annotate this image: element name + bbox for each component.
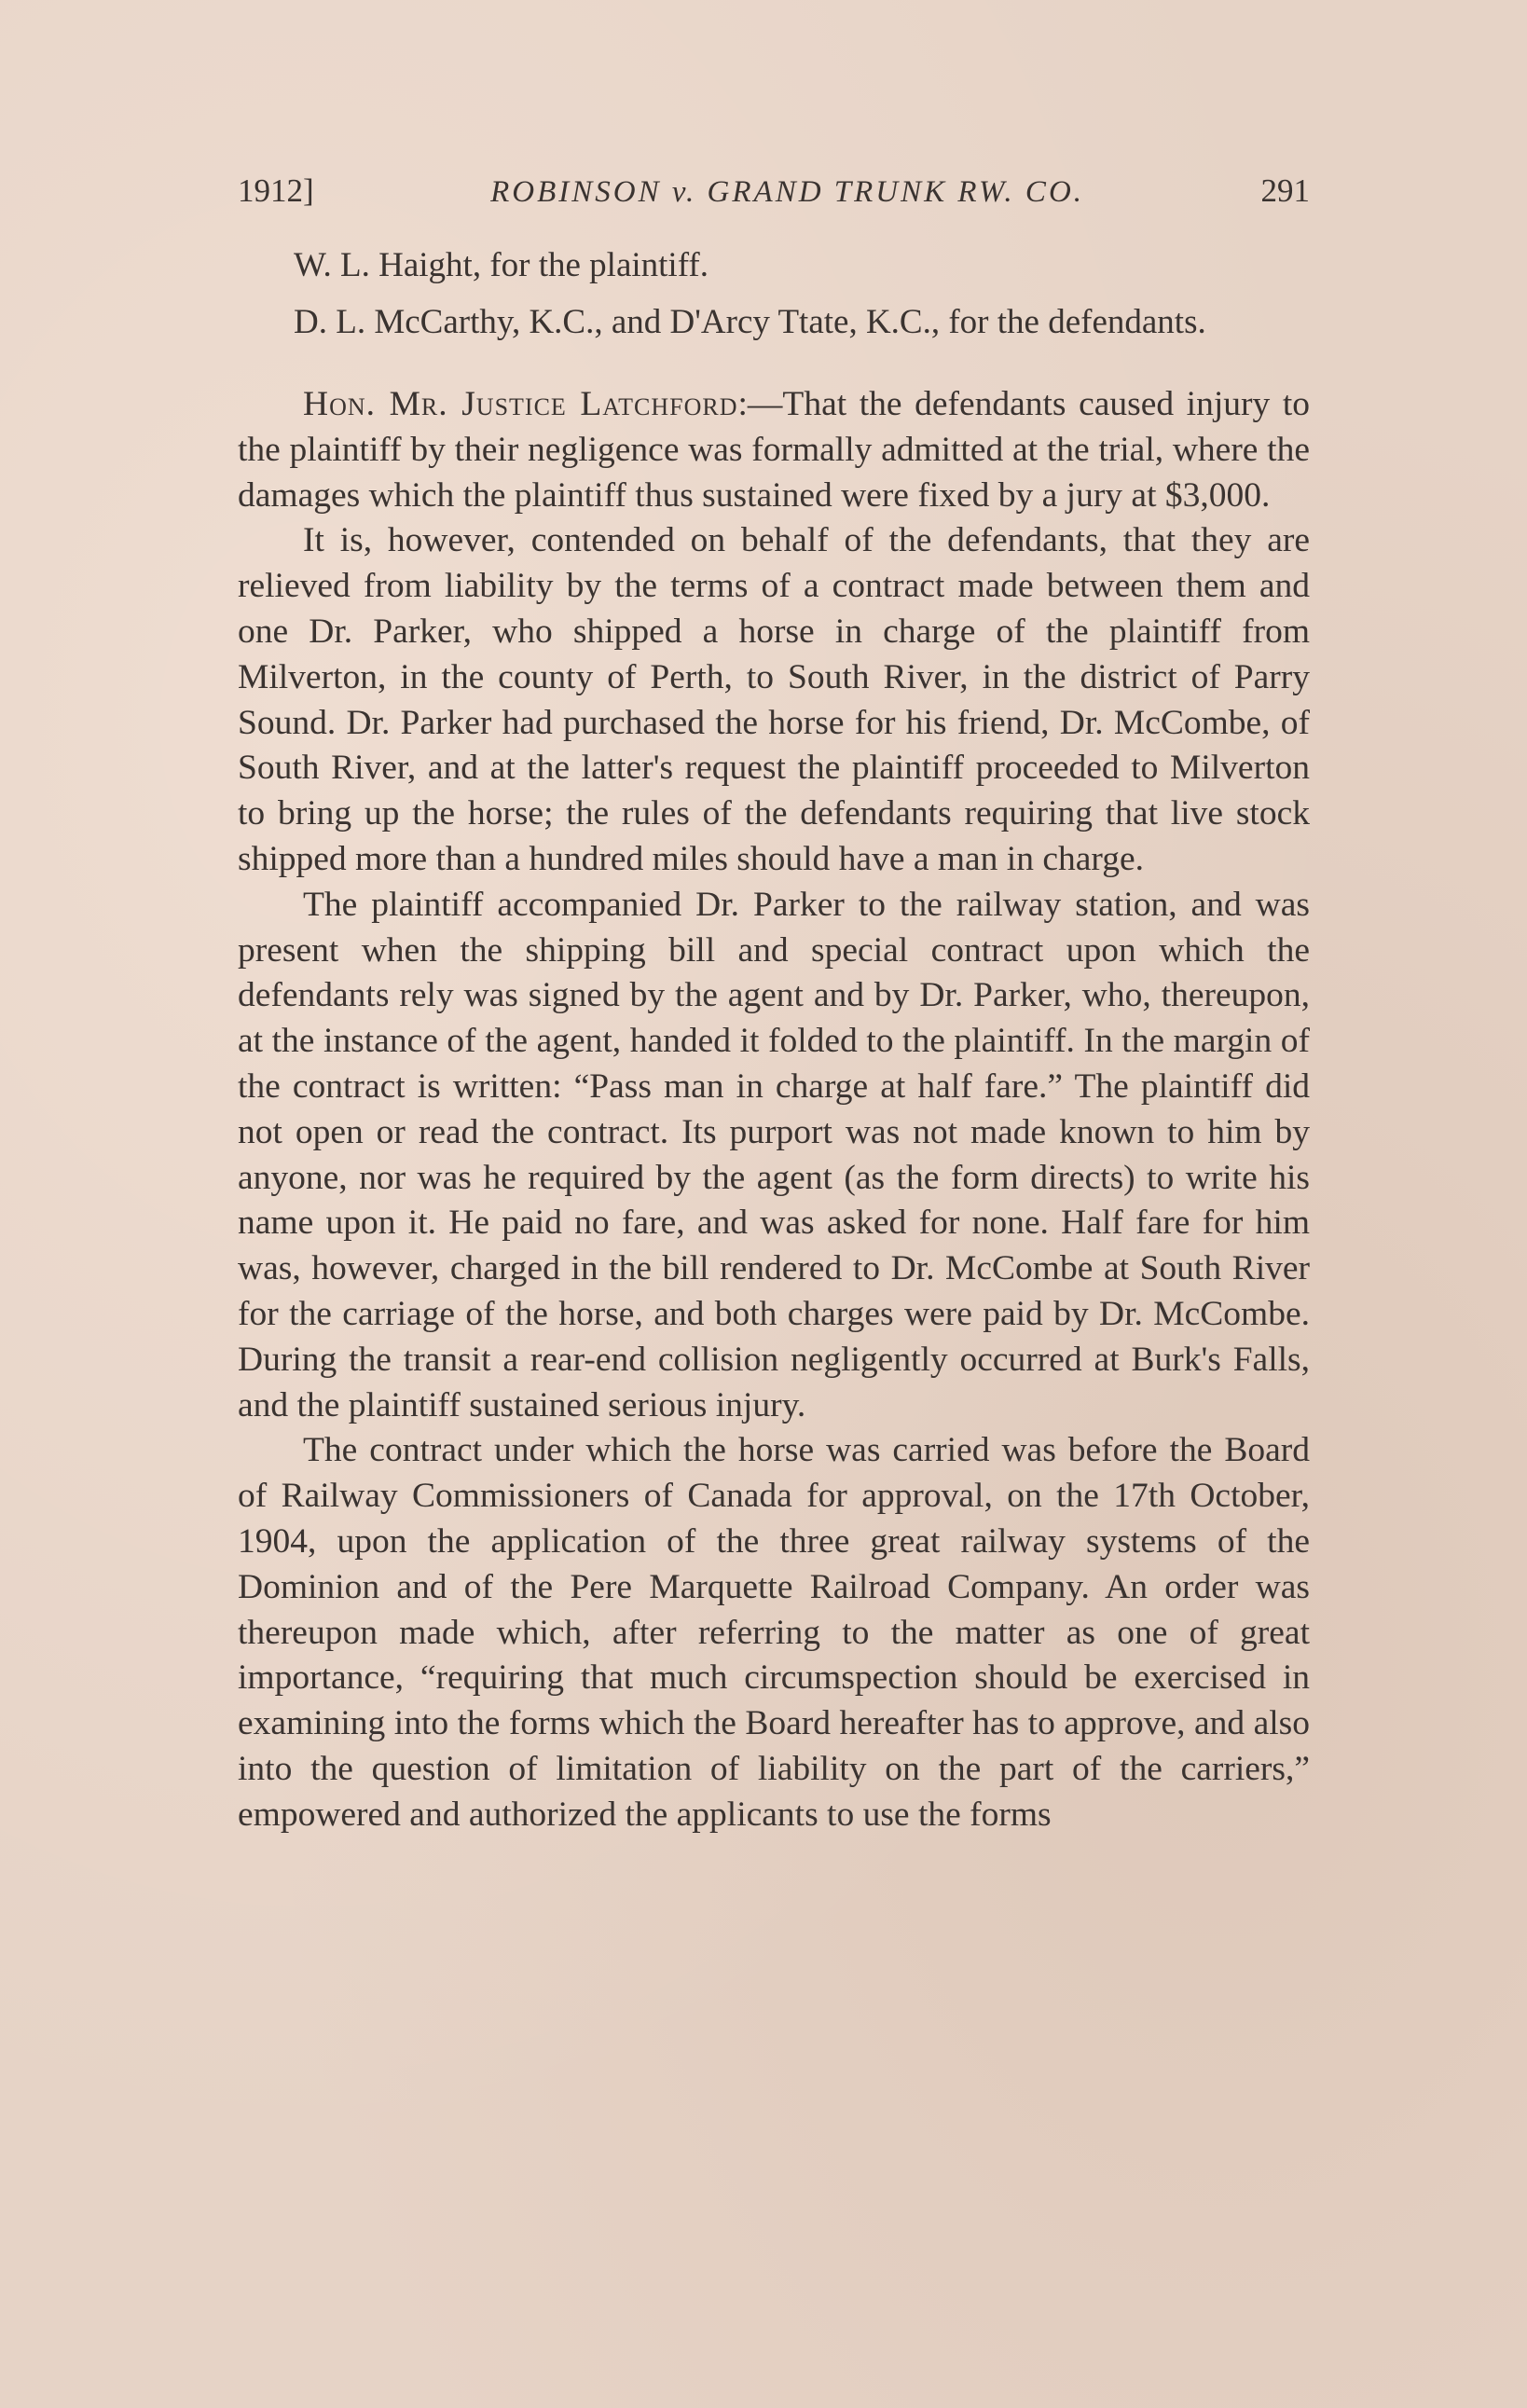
header-year: 1912] [238, 172, 314, 209]
running-head [238, 172, 1310, 219]
judgment-paragraph: It is, however, contended on behalf of the defendants, that they are relieved from liability by the terms of a contract made between them and one Dr. Parker, who shipped a horse in charge of the plaintiff from Milverton, in the county of Perth, to South River, in the district of Parry Sound. Dr. Parker had purchased the horse for his friend, Dr. McCombe, of South River, and at the latter's request the plaintiff proceeded to Milverton to bring up the horse; the rules of the defendants requiring that live stock shipped more than a hundred miles should have a man in charge. [238, 521, 1310, 878]
paragraph-text: :—That the defendants caused injury to the plaintiff by their negligence was formally admitted at the trial, where the damages which the plaintiff thus sustained were fixed by a jury at $3,000. [238, 385, 1310, 515]
page-content [238, 172, 1310, 1838]
judgment-paragraph [238, 382, 1310, 518]
header-page-number: 291 [1260, 172, 1310, 209]
judgment-paragraph: The contract under which the horse was carried was before the Board of Railway Commissioners of Canada for approval, on the 17th October, 1904, upon the application of the three great railway systems of the Dominion and of the Pere Marquette Railroad Company. An order was thereupon made which, after referring to the matter as one of great importance, “requiring that much circumspection should be exercised in examining into the forms which the Board hereafter has to approve, and also into the question of limitation of liability on the part of the carriers,” empowered and authorized the applicants to use the forms [238, 1431, 1310, 1834]
counsel-defendants: D. L. McCarthy, K.C., and D'Arcy Ttate, K.C., for the defendants. [294, 303, 1206, 341]
judgment-paragraph: The plaintiff accompanied Dr. Parker to the railway station, and was present when the shipping bill and special contract upon which the defendants rely was signed by the agent and by Dr. Parker, who, thereupon, at the instance of the agent, handed it folded to the plaintiff. In the margin of the contract is written: “Pass man in charge at half fare.” The plaintiff did not open or read the contract. Its purport was not made known to him by anyone, nor was he required by the agent (as the form directs) to write his name upon it. He paid no fare, and was asked for none. Half fare for him was, however, charged in the bill rendered to Dr. McCombe at South River for the carriage of the horse, and both charges were paid by Dr. McCombe. During the transit a rear-end collision negligently occurred at Burk's Falls, and the plaintiff sustained serious injury. [238, 885, 1310, 1424]
header-case-title: ROBINSON v. GRAND TRUNK RW. CO. [490, 175, 1085, 209]
judge-name: Hon. Mr. Justice Latchford [303, 385, 738, 423]
counsel-plaintiff: W. L. Haight, for the plaintiff. [294, 246, 708, 284]
judgment-text [238, 382, 1310, 1838]
counsel-block [238, 242, 1310, 345]
